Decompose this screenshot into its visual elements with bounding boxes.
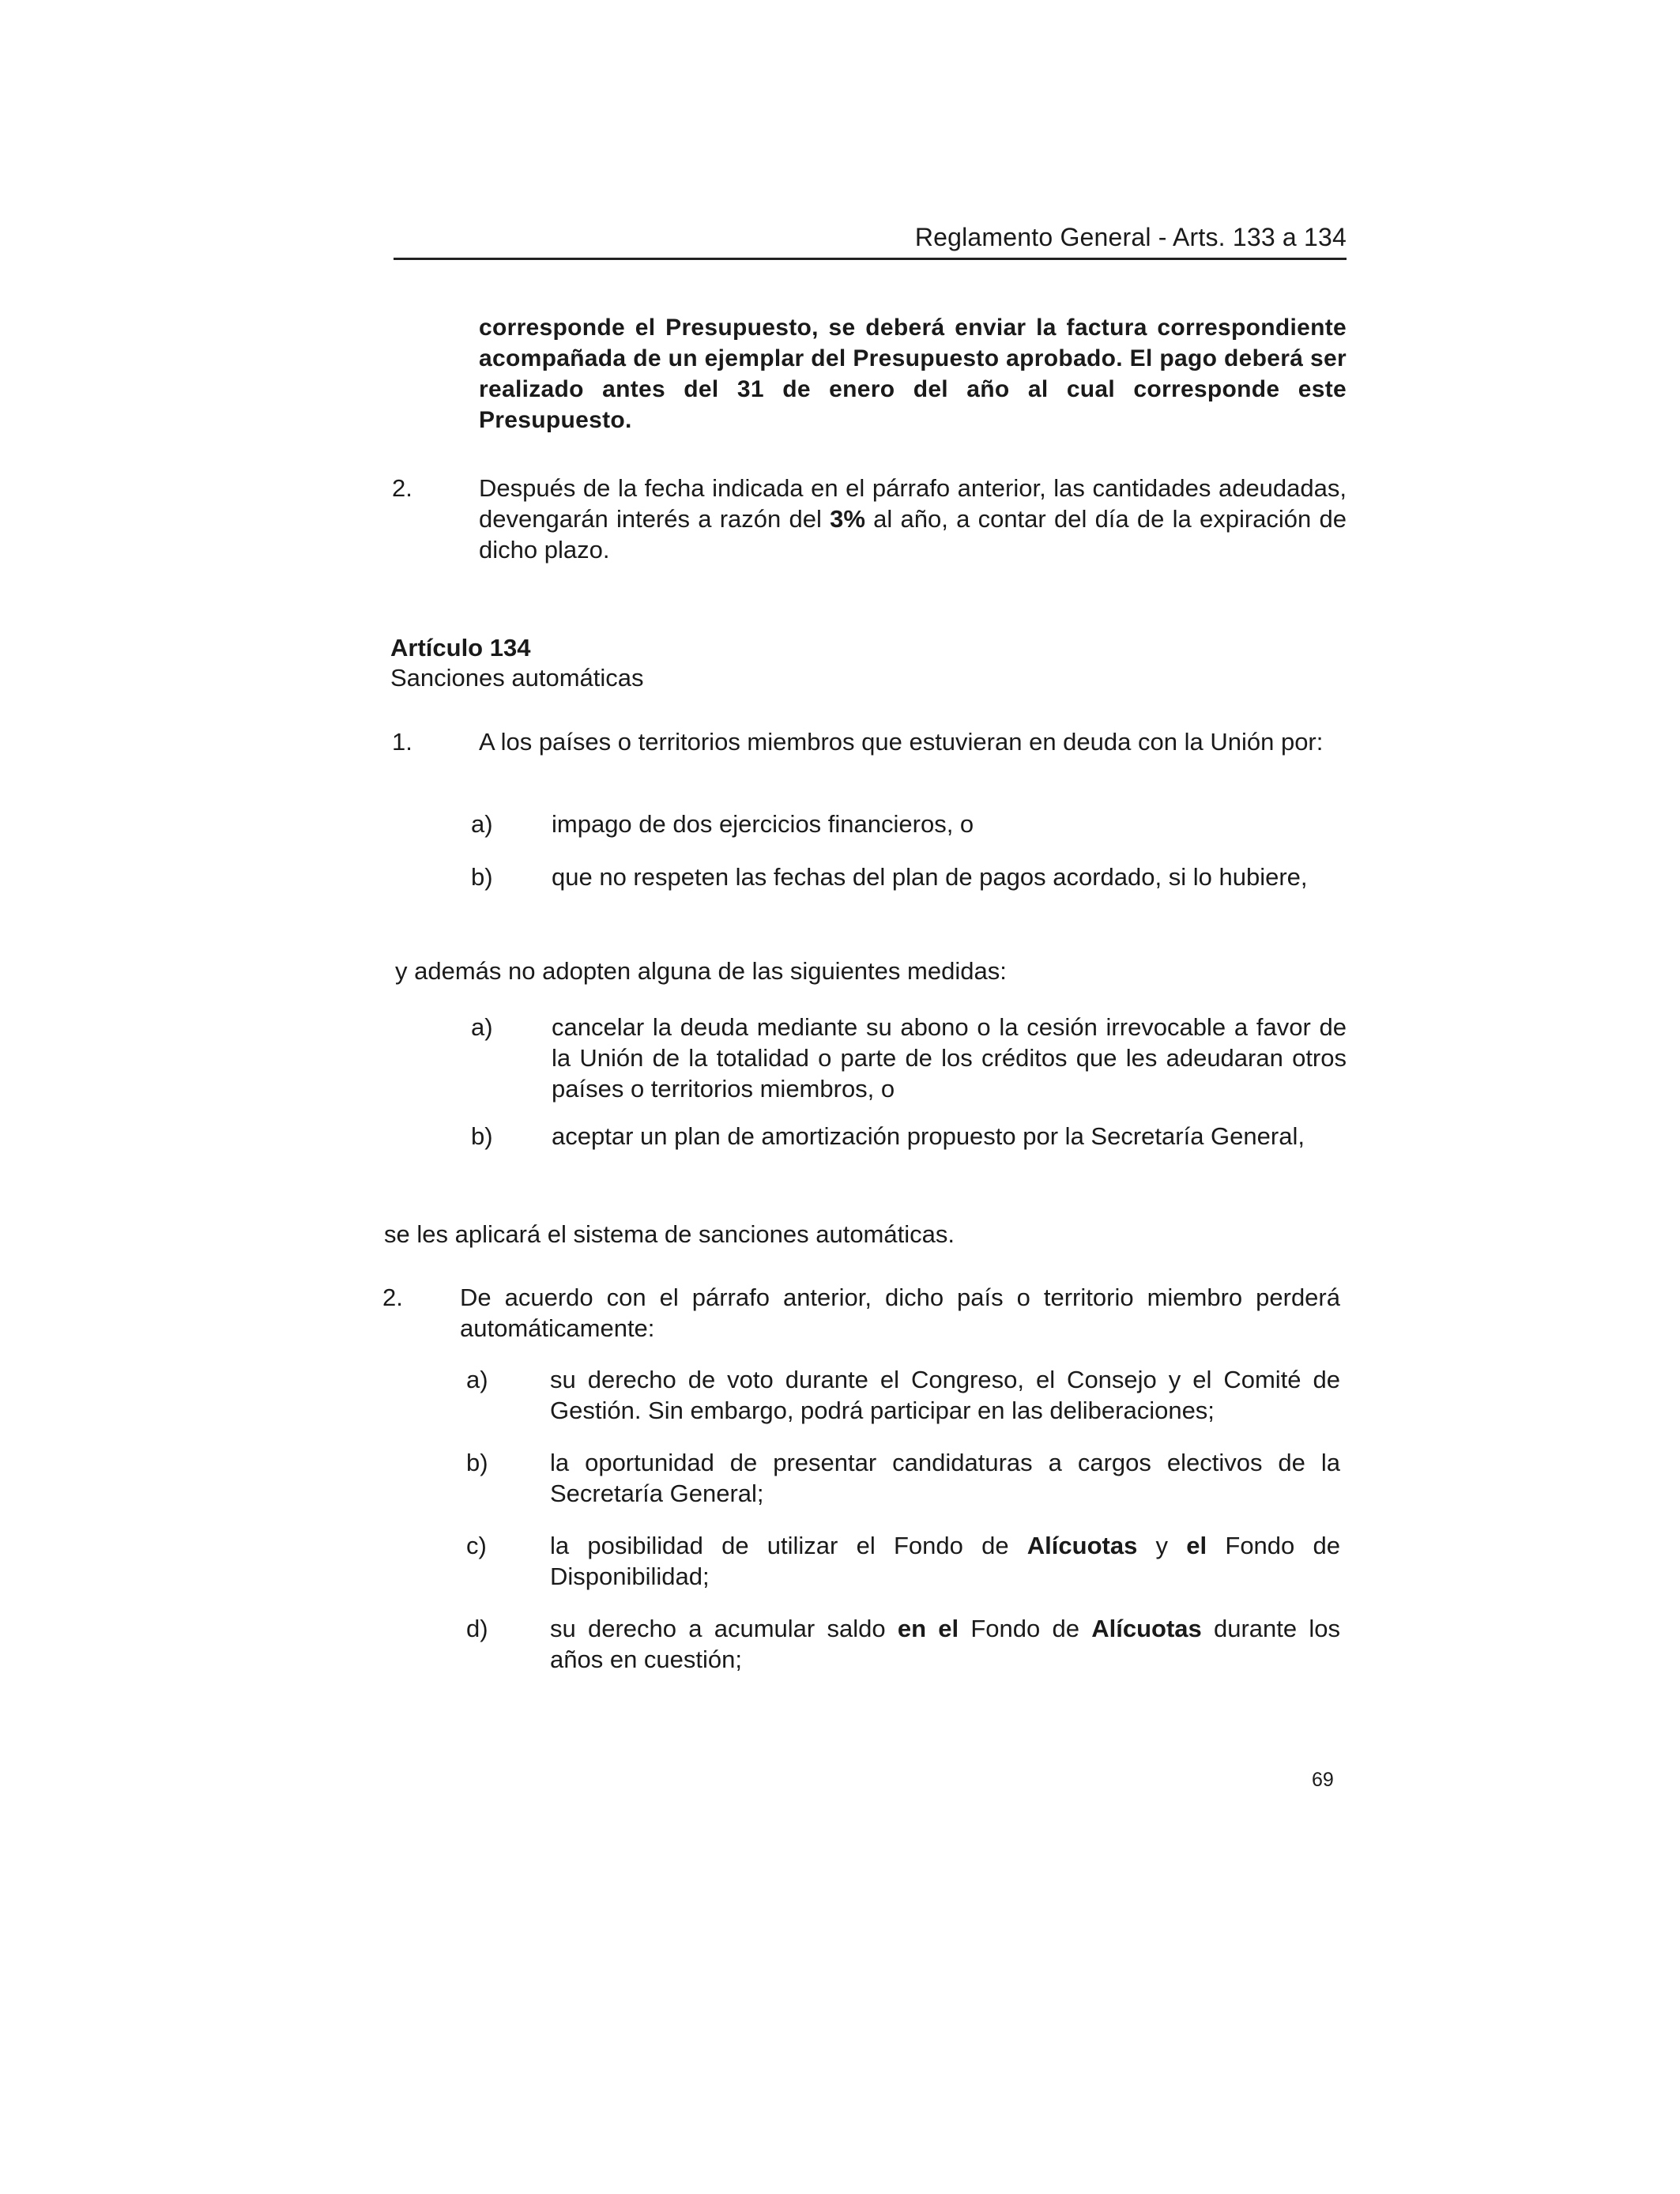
art134-para1-item-a-text: impago de dos ejercicios financieros, o	[552, 810, 974, 838]
header-rule	[394, 258, 1347, 260]
art134-para2-item-d-text	[550, 1613, 1340, 1675]
art134-para1-text: A los países o territorios miembros que estuvieran en deuda con la Unión por:	[479, 728, 1324, 756]
running-header: Reglamento General - Arts. 133 a 134	[914, 223, 1347, 251]
art134-para1-item-a-letter: a)	[471, 810, 493, 838]
art134-para1-closing: se les aplicará el sistema de sanciones automáticas.	[384, 1220, 955, 1248]
art133-para2-text	[479, 473, 1347, 565]
art134-para1-item-b-text: que no respeten las fechas del plan de pagos acordado, si lo hubiere,	[552, 863, 1308, 891]
art134-subheading: Sanciones automáticas	[390, 664, 644, 692]
art133-para2-text-after: al año, a contar del día de la expiración de dicho plazo.	[479, 505, 1347, 564]
art134-para1-measure-b-text: aceptar un plan de amortización propuesto por la Secretaría General,	[552, 1122, 1305, 1150]
art134-para2-item-a-text: su derecho de voto durante el Congreso, el Consejo y el Comité de Gestión. Sin embargo, podrá participar en las deliberaciones;	[550, 1366, 1340, 1424]
art133-para2-text-before: Después de la fecha indicada en el párrafo anterior, las cantidades adeudadas, devengarán interés a razón del	[479, 474, 1347, 533]
art133-continuation: corresponde el Presupuesto, se deberá enviar la factura correspondiente acompañada de un ejemplar del Presupuesto aprobado. El pago deberá ser realizado antes del 31 de enero del año al cual corresponde este Presupuesto.	[479, 315, 1347, 433]
art134-para2-item-d-letter: d)	[466, 1615, 488, 1642]
item-c-text-2: y	[1137, 1532, 1187, 1559]
item-c-text-3: Fondo de Disponibilidad;	[550, 1532, 1340, 1590]
art133-para2-number: 2.	[392, 474, 412, 502]
item-d-text-3: durante los años en cuestión;	[550, 1615, 1340, 1673]
art134-heading: Artículo 134	[390, 634, 531, 662]
item-d-text-1: su derecho a acumular saldo	[550, 1615, 898, 1642]
page-number: 69	[1312, 1769, 1334, 1791]
art134-para1-item-b-letter: b)	[471, 863, 493, 891]
art134-para2-item-c-letter: c)	[466, 1532, 487, 1559]
art134-para1-intro2: y además no adopten alguna de las siguientes medidas:	[395, 957, 1007, 985]
item-d-bold-1: en el	[897, 1615, 959, 1642]
item-d-bold-2: Alícuotas	[1091, 1615, 1202, 1642]
art134-para2-item-a-letter: a)	[466, 1366, 488, 1393]
item-c-bold-2: el	[1186, 1532, 1207, 1559]
art134-para1-measure-b-letter: b)	[471, 1122, 493, 1150]
art134-para2-item-c-text	[550, 1530, 1340, 1592]
art134-para2-item-b-letter: b)	[466, 1449, 488, 1476]
art134-para2-text: De acuerdo con el párrafo anterior, dicho país o territorio miembro perderá automáticamente:	[460, 1284, 1340, 1342]
art134-para1-number: 1.	[392, 728, 412, 756]
item-c-text-1: la posibilidad de utilizar el Fondo de	[550, 1532, 1027, 1559]
art134-para1-measure-a-text: cancelar la deuda mediante su abono o la cesión irrevocable a favor de la Unión de la totalidad o parte de los créditos que les adeudaran otros países o territorios miembros, o	[552, 1013, 1347, 1103]
art134-para1-measure-a-letter: a)	[471, 1013, 493, 1041]
art133-para2-rate: 3%	[830, 505, 865, 533]
art134-para2-number: 2.	[382, 1284, 403, 1311]
item-d-text-2: Fondo de	[959, 1615, 1092, 1642]
art134-para2-item-b-text: la oportunidad de presentar candidaturas a cargos electivos de la Secretaría General;	[550, 1449, 1340, 1507]
item-c-bold-1: Alícuotas	[1026, 1532, 1138, 1559]
